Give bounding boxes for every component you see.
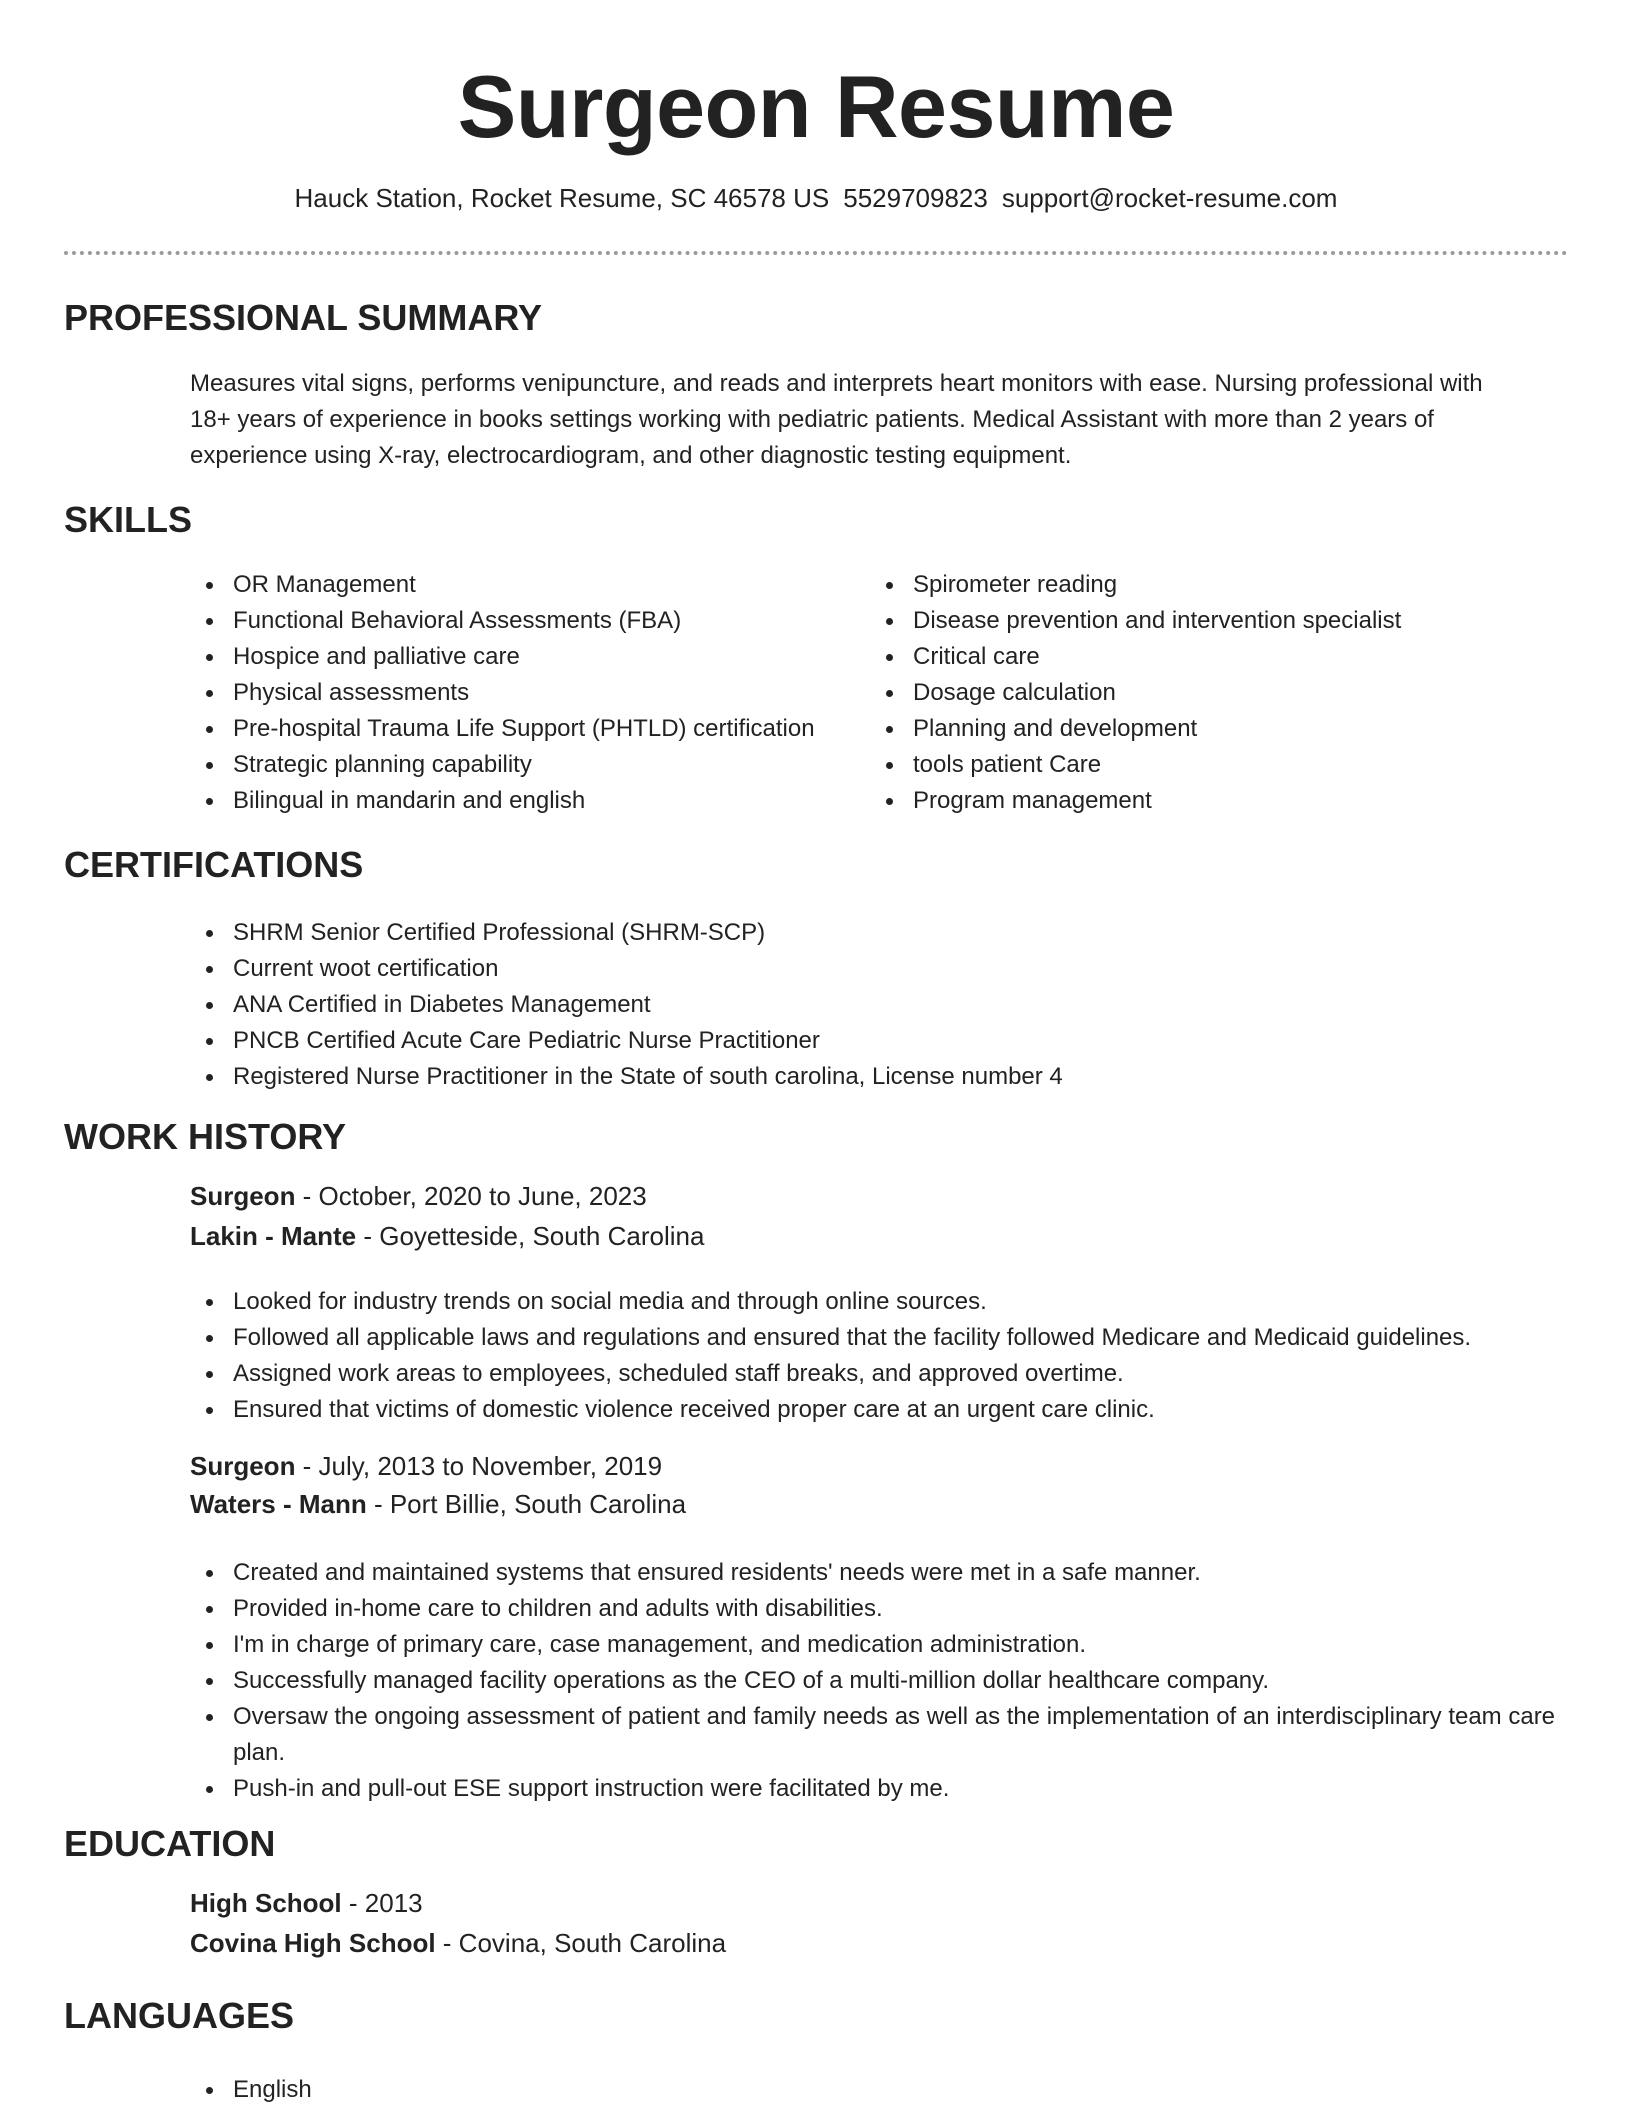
job-company-line (190, 1485, 686, 1523)
job-bullet: Assigned work areas to employees, scheduled staff breaks, and approved overtime. (190, 1356, 1570, 1392)
job-location: - Goyetteside, South Carolina (356, 1221, 705, 1251)
resume-title: Surgeon Resume (457, 57, 1175, 156)
certification-item: ANA Certified in Diabetes Management (190, 987, 1560, 1023)
skill-item: Physical assessments (190, 675, 850, 711)
section-title-work-history: WORK HISTORY (64, 1116, 347, 1157)
job-bullet: Oversaw the ongoing assessment of patient and family needs as well as the implementation of an interdisciplinary team care plan. (190, 1699, 1570, 1771)
education-degree-line (190, 1884, 423, 1922)
job-title-line (190, 1177, 647, 1215)
skill-item: Strategic planning capability (190, 747, 850, 783)
job-dates: - October, 2020 to June, 2023 (295, 1181, 647, 1211)
section-title-education: EDUCATION (64, 1823, 276, 1864)
job-company: Lakin - Mante (190, 1221, 357, 1251)
certification-item: Registered Nurse Practitioner in the State of south carolina, License number 4 (190, 1059, 1560, 1095)
job-role: Surgeon (190, 1181, 296, 1211)
summary-text (190, 366, 1560, 474)
job-bullet: Provided in-home care to children and adults with disabilities. (190, 1591, 1570, 1627)
certification-item: SHRM Senior Certified Professional (SHRM-SCP) (190, 915, 1560, 951)
summary-line: Measures vital signs, performs venipuncture, and reads and interprets heart monitors with ease. Nursing professional with (190, 370, 1483, 397)
skills-list-right (870, 567, 1570, 819)
summary-line: 18+ years of experience in books settings working with pediatric patients. Medical Assistant with more than 2 years of (190, 406, 1434, 433)
contact-line (0, 180, 1632, 216)
skill-item: Planning and development (870, 711, 1570, 747)
job-bullet: Push-in and pull-out ESE support instruction were facilitated by me. (190, 1771, 1570, 1807)
section-title-certifications: CERTIFICATIONS (64, 844, 364, 885)
education-location: - Covina, South Carolina (435, 1928, 727, 1958)
certification-item: Current woot certification (190, 951, 1560, 987)
job-bullets (190, 1284, 1570, 1428)
skill-item: Program management (870, 783, 1570, 819)
contact-phone: 5529709823 (843, 183, 988, 213)
skill-item: Disease prevention and intervention specialist (870, 603, 1570, 639)
skill-item: Hospice and palliative care (190, 639, 850, 675)
education-degree: High School (190, 1888, 342, 1918)
job-bullet: Looked for industry trends on social media and through online sources. (190, 1284, 1570, 1320)
skill-item: Bilingual in mandarin and english (190, 783, 850, 819)
language-item: English (190, 2072, 790, 2108)
skills-list-left (190, 567, 850, 819)
job-bullet: Successfully managed facility operations as the CEO of a multi-million dollar healthcare company. (190, 1663, 1570, 1699)
job-company: Waters - Mann (190, 1489, 367, 1519)
skill-item: Spirometer reading (870, 567, 1570, 603)
skill-item: tools patient Care (870, 747, 1570, 783)
contact-email: support@rocket-resume.com (1001, 183, 1338, 213)
job-location: - Port Billie, South Carolina (366, 1489, 687, 1519)
skill-item: Functional Behavioral Assessments (FBA) (190, 603, 850, 639)
job-bullet: Ensured that victims of domestic violence received proper care at an urgent care clinic. (190, 1392, 1570, 1428)
skill-item: Dosage calculation (870, 675, 1570, 711)
certifications-list (190, 915, 1560, 1095)
job-dates: - July, 2013 to November, 2019 (295, 1451, 663, 1481)
section-title-summary: PROFESSIONAL SUMMARY (64, 297, 543, 338)
job-bullet: I'm in charge of primary care, case management, and medication administration. (190, 1627, 1570, 1663)
education-school: Covina High School (190, 1928, 436, 1958)
job-bullet: Followed all applicable laws and regulations and ensured that the facility followed Medicare and Medicaid guidelines. (190, 1320, 1570, 1356)
summary-line: experience using X-ray, electrocardiogram, and other diagnostic testing equipment. (190, 442, 1072, 469)
education-school-line (190, 1924, 726, 1962)
job-company-line (190, 1217, 704, 1255)
education-year: - 2013 (341, 1888, 423, 1918)
skill-item: Critical care (870, 639, 1570, 675)
section-title-languages: LANGUAGES (64, 1995, 295, 2036)
job-title-line (190, 1447, 662, 1485)
job-bullets (190, 1555, 1570, 1807)
skill-item: OR Management (190, 567, 850, 603)
header-divider (64, 251, 1568, 255)
certification-item: PNCB Certified Acute Care Pediatric Nurse Practitioner (190, 1023, 1560, 1059)
job-bullet: Created and maintained systems that ensured residents' needs were met in a safe manner. (190, 1555, 1570, 1591)
languages-list (190, 2072, 790, 2108)
contact-address: Hauck Station, Rocket Resume, SC 46578 US (294, 183, 830, 213)
section-title-skills: SKILLS (64, 499, 193, 540)
skill-item: Pre-hospital Trauma Life Support (PHTLD) certification (190, 711, 850, 747)
job-role: Surgeon (190, 1451, 296, 1481)
